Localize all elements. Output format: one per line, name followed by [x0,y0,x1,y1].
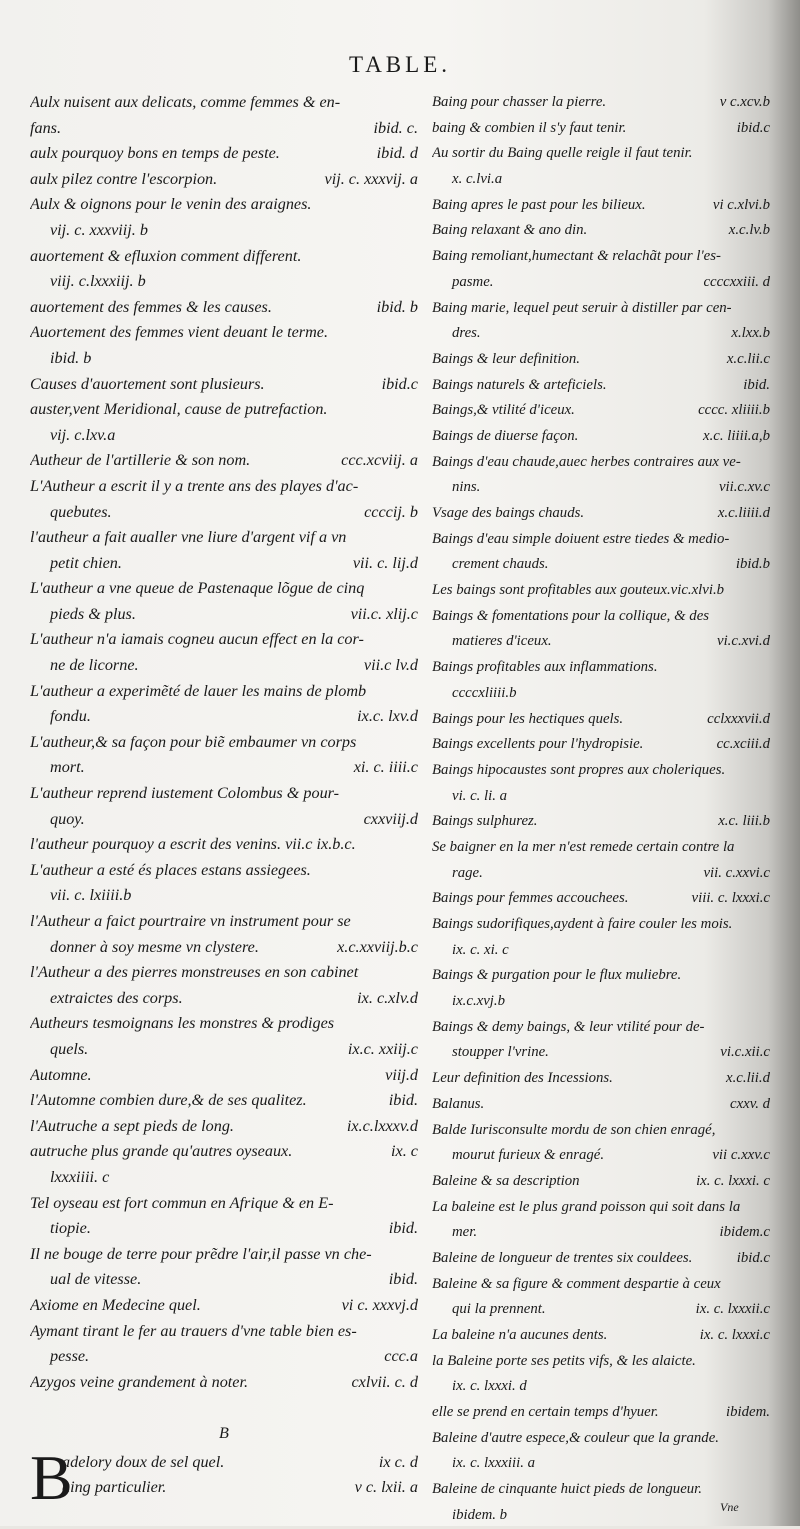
index-entry [30,244,418,270]
index-entry [432,347,770,373]
entry-text: nins. [452,479,481,496]
entry-reference: ix.c. lxv.d [357,707,418,726]
index-entry [62,1450,418,1475]
index-entry [30,1037,418,1063]
entry-reference: ibid. [743,376,770,393]
index-entry [432,784,770,810]
index-entry [30,269,418,295]
index-entry [30,602,418,628]
entry-text: x. c.lvi.a [452,171,503,188]
entry-text: mort. [50,758,85,777]
index-entry [432,1246,770,1272]
index-entry [432,732,770,758]
entry-text: Baings & fomentations pour la collique, & des [432,607,710,624]
index-entry [30,500,418,526]
entry-reference: x.c.lv.b [728,222,770,239]
entry-text: Aymant tirant le fer au trauers d'vne table bien es- [30,1321,357,1340]
entry-reference: ccc.a [384,1347,418,1366]
entry-reference: ibid. [388,1091,418,1110]
entry-text: Azygos veine grandement à noter. [30,1372,249,1391]
entry-text: Automne. [30,1065,92,1084]
entry-text: aulx pourquoy bons en temps de peste. [30,144,280,163]
index-entry [432,1040,770,1066]
entry-reference: x.c.liiii.d [717,505,770,521]
entry-reference: ibid. b [376,297,418,316]
index-entry [30,627,418,653]
index-entry [30,1114,418,1140]
entry-text: elle se prend en certain temps d'hyuer. [432,1404,659,1421]
index-entry [432,218,770,244]
index-entry [30,653,418,679]
entry-reference: vii.c.xv.c [718,479,770,496]
index-entry [30,1370,418,1396]
catchword: Vne [720,1500,739,1514]
entry-text: ix. c. xi. c [452,941,509,958]
index-entry [30,397,418,423]
index-entry [432,450,770,476]
index-entry [432,604,770,630]
index-entry [432,90,770,116]
entry-text: Baing marie, lequel peut seruir à distiller par cen- [432,299,732,316]
entry-reference: ibid.c [736,1249,770,1266]
index-entry [432,861,770,887]
entry-text: Baleine d'autre espece,& couleur que la grande. [432,1429,719,1446]
entry-text: mer. [452,1224,478,1241]
entry-text: Balde Iurisconsulte mordu de son chien enragé, [432,1121,716,1138]
entry-text: la Baleine porte ses petits vifs, & les alaicte. [432,1352,696,1369]
entry-text: extraictes des corps. [50,988,183,1007]
entry-text: baing & combien il s'y faut tenir. [432,119,627,136]
index-entry [432,681,770,707]
entry-reference: ccccxxiii. d [703,273,770,290]
entry-text: Tel oyseau est fort commun en Afrique & en E- [30,1193,334,1212]
index-entry [432,835,770,861]
entry-text: petit chien. [50,553,122,572]
index-entry [432,193,770,219]
entry-text: Autheur de l'artillerie & son nom. [30,451,251,470]
entry-text: Baing relaxant & ano din. [432,222,588,239]
index-entry [432,1272,770,1298]
entry-text: Baings,& vtilité d'iceux. [432,402,575,419]
entry-text: Balanus. [432,1095,485,1112]
index-entry [30,1063,418,1089]
index-entry [432,1297,770,1323]
entry-text: Les baings sont profitables aux gouteux.vic.xlvi.b [432,582,725,599]
index-entry [30,1319,418,1345]
index-entry [30,90,418,116]
entry-text: ual de vitesse. [50,1270,142,1289]
index-entry [30,730,418,756]
entry-text: fans. [30,118,62,137]
index-entry [432,1015,770,1041]
entry-text: l'Autheur a faict pourtraire vn instrument pour se [30,912,351,930]
entry-reference: ix c. d [378,1453,418,1471]
entry-text: Aulx & oignons pour le venin des araignes. [30,195,312,214]
index-entry [30,295,418,321]
entry-reference: ibid. c. [373,118,418,137]
entry-text: L'autheur a vne queue de Pastenaque lõgue de cinq [30,579,365,598]
index-entry [30,807,418,833]
entry-reference: ibid.c [381,374,418,393]
entry-reference: viii. c. lxxxi.c [691,890,770,907]
index-entry [30,448,418,474]
entry-text: L'autheur reprend iustement Colombus & pour- [30,784,340,803]
index-entry [432,758,770,784]
index-entry [432,167,770,193]
index-entry [30,116,418,142]
entry-text: l'autheur pourquoy a escrit des venins. vii.c ix.b.c. [30,835,356,854]
entry-text: ix. c. lxxxi. d [452,1378,527,1395]
index-entry [432,527,770,553]
index-entry [30,346,418,372]
entry-text: L'autheur a experimẽté de lauer les mains de plomb [30,681,367,700]
entry-reference: vii.c lv.d [363,656,418,675]
entry-text: autruche plus grande qu'autres oyseaux. [30,1142,293,1161]
index-entry [432,963,770,989]
entry-text: adelory doux de sel quel. [62,1453,225,1471]
entry-text: rage. [452,864,483,881]
entry-text: Baings hipocaustes sont propres aux choleriques. [432,761,726,778]
entry-reference: ix. c [391,1142,418,1161]
entry-text: ibid. b [50,348,92,367]
entry-text: Baings & leur definition. [432,350,580,367]
entry-reference: cxxv. d [730,1095,770,1112]
index-entry [30,909,418,935]
entry-reference: ibid.b [735,556,770,573]
entry-text: Auortement des femmes vient deuant le terme. [30,323,329,342]
entry-text: pasme. [452,273,494,290]
entry-text: viij. c.lxxxiij. b [50,272,146,291]
entry-text: Baings profitables aux inflammations. [432,659,658,676]
entry-text: Causes d'auortement sont plusieurs. [30,374,265,393]
entry-text: l'Autheur a des pierres monstreuses en son cabinet [30,963,359,982]
index-entry [30,1267,418,1293]
entry-text: aing particulier. [62,1478,167,1496]
entry-text: quebutes. [50,502,112,521]
entry-text: Baing apres le past pour les bilieux. [432,196,646,213]
index-entry [30,755,418,781]
right-column [432,90,770,1529]
index-entry [432,1477,770,1503]
index-entry [30,1216,418,1242]
entry-text: ix.c.xvj.b [452,993,505,1010]
index-entry [30,960,418,986]
entry-reference: x.c.xxviij.b.c [337,937,418,956]
index-entry [30,1191,418,1217]
entry-reference: v c. lxii. a [354,1478,418,1496]
entry-text: ix. c. lxxxiii. a [452,1455,535,1472]
entry-text: l'Autruche a sept pieds de long. [30,1116,234,1135]
index-entry [432,141,770,167]
entry-text: crement chauds. [452,556,549,573]
index-entry [30,986,418,1012]
entry-reference: vi.c.xii.c [720,1044,770,1061]
entry-reference: ibid. [388,1270,418,1289]
index-entry [30,704,418,730]
entry-text: Baleine de longueur de trentes six couldees. [432,1249,693,1266]
entry-text: mourut furieux & enragé. [452,1147,605,1164]
entry-text: Baleine & sa description [432,1172,580,1189]
index-entry [432,1426,770,1452]
index-entry [432,1349,770,1375]
entry-reference: ix. c. lxxxi.c [699,1327,770,1343]
index-entry [432,501,770,527]
index-entry [432,1451,770,1477]
entry-text: Baings naturels & arteficiels. [432,376,607,393]
entry-text: Se baigner en la mer n'est remede certain contre la [432,838,735,855]
entry-reference: cc.xciii.d [716,736,770,753]
index-entry [30,320,418,346]
entry-reference: ibid.c [736,119,770,136]
entry-reference: x.c.lii.d [726,1070,770,1087]
entry-text: pesse. [50,1347,90,1366]
entry-reference: vi c.xlvi.b [712,196,770,213]
index-entry [30,576,418,602]
entry-text: vi. c. li. a [452,787,508,804]
index-entry [30,192,418,218]
entry-text: Axiome en Medecine quel. [30,1295,201,1314]
index-entry [432,1374,770,1400]
entry-reference: ix. c.xlv.d [357,988,418,1007]
entry-reference: vii. c. lij.d [352,553,418,572]
index-entry [30,525,418,551]
entry-text: l'Automne combien dure,& de ses qualitez. [30,1091,307,1110]
entry-text: La baleine n'a aucunes dents. [432,1327,608,1343]
entry-reference: x.c.lii.c [726,350,770,367]
page-title: TABLE. [348,52,451,77]
index-entry [432,424,770,450]
index-entry [30,832,418,858]
entry-text: Baing pour chasser la pierre. [432,94,607,110]
entry-text: La baleine est le plus grand poisson qui soit dans la [432,1198,741,1215]
index-entry [30,1395,418,1421]
entry-reference: ix. c. lxxxi. c [696,1172,770,1189]
entry-text: Leur definition des Incessions. [432,1070,613,1087]
index-entry [432,116,770,142]
entry-reference: cclxxxvii.d [707,710,770,727]
entry-text: qui la prennent. [452,1301,546,1318]
entry-reference: viij.d [385,1065,418,1084]
entry-reference: x.c. liii.b [718,813,770,830]
index-entry [30,474,418,500]
entry-text: auster,vent Meridional, cause de putrefaction. [30,400,328,419]
index-entry [30,1088,418,1114]
entry-text: Vsage des baings chauds. [432,505,585,521]
entry-reference: ix.c. xxiij.c [347,1039,418,1058]
entry-text: vii. c. lxiiii.b [50,886,132,905]
entry-reference: vii. c.xxvi.c [703,864,770,881]
index-entry [432,373,770,399]
entry-reference: ibidem.c [719,1224,770,1241]
entry-text: ccccxliiii.b [452,684,517,701]
entry-text: Baings & demy baings, & leur vtilité pour de- [432,1018,705,1035]
index-entry [432,475,770,501]
entry-text: auortement des femmes & les causes. [30,297,272,316]
entry-text: Baings & purgation pour le flux muliebre. [432,967,682,984]
entry-text: aulx pilez contre l'escorpion. [30,169,218,188]
index-entry [432,707,770,733]
entry-text: quoy. [50,809,85,828]
index-entry [30,372,418,398]
entry-text: Baings d'eau chaude,auec herbes contraires aux ve- [432,453,741,470]
index-entry [30,1293,418,1319]
entry-text: matieres d'iceux. [452,633,552,650]
entry-reference: vii c.xxv.c [712,1147,770,1164]
entry-reference: cccc. xliiii.b [698,402,770,419]
index-entry [30,1139,418,1165]
index-entry [30,1242,418,1268]
index-entry [432,398,770,424]
entry-text: L'autheur a esté és places estans assiegees. [30,860,311,879]
entry-text: Baleine & sa figure & comment despartie à ceux [432,1275,721,1292]
entry-text: Baings pour femmes accouchees. [432,890,629,907]
entry-text: Baings d'eau simple doiuent estre tiedes & medio- [432,530,730,547]
entry-reference: ix. c. lxxxii.c [695,1301,770,1318]
entry-reference: vi.c.xvi.d [717,633,770,650]
entry-text: quels. [50,1039,89,1058]
index-entry [432,1092,770,1118]
index-entry [432,809,770,835]
entry-text: L'Autheur a escrit il y a trente ans des playes d'ac- [30,476,359,495]
index-entry [30,679,418,705]
entry-text: fondu. [50,707,91,726]
index-entry [62,1475,418,1500]
entry-reference: ccccij. b [364,502,418,521]
index-entry [30,781,418,807]
entry-reference: ccc.xcviij. a [341,451,418,470]
index-entry [432,1118,770,1144]
index-entry [30,1165,418,1191]
index-entry [432,989,770,1015]
entry-text: Au sortir du Baing quelle reigle il faut tenir. [432,145,693,162]
index-entry [432,321,770,347]
entry-reference: x.c. liiii.a,b [703,427,770,444]
index-entry [432,655,770,681]
entry-text: Baings pour les hectiques quels. [432,710,624,727]
entry-text: stoupper l'vrine. [452,1044,549,1061]
index-entry [432,578,770,604]
index-entry [30,423,418,449]
index-entry [432,1400,770,1426]
index-entry [432,629,770,655]
index-entry [30,167,418,193]
index-entry [432,1195,770,1221]
index-entry [30,551,418,577]
entry-reference: vi c. xxxvj.d [341,1295,418,1314]
entry-text: ne de licorne. [50,656,139,675]
entry-text: Autheurs tesmoignans les monstres & prodiges [30,1014,335,1033]
index-entry [432,1066,770,1092]
index-entry [432,552,770,578]
entry-reference: ibid. d [376,144,418,163]
index-entry [432,244,770,270]
entry-text: B [219,1423,229,1442]
entry-text: lxxxiiii. c [50,1167,110,1186]
entry-text: Baings sudorifiques,aydent à faire couler les mois. [432,916,733,932]
entry-text: Baings excellents pour l'hydropisie. [432,736,644,753]
entry-text: L'autheur,& sa façon pour biẽ embaumer vn corps [30,732,357,751]
entry-reference: xi. c. iiii.c [353,758,418,777]
index-entry [432,1220,770,1246]
entry-text: Aulx nuisent aux delicats, comme femmes & en- [30,93,341,111]
section-letter [30,1421,418,1447]
index-entry [30,1344,418,1370]
entry-text: vij. c. xxxviij. b [50,220,148,239]
entry-text: Baing remoliant,humectant & relachãt pour l'es- [432,248,721,265]
left-column [30,90,418,1446]
entry-text: dres. [452,325,481,342]
entry-text: Baleine de cinquante huict pieds de longueur. [432,1481,702,1498]
entry-text: Baings sulphurez. [432,813,538,830]
index-entry [432,296,770,322]
entry-reference: cxxviij.d [363,809,418,828]
entry-reference: ibidem. [726,1404,770,1421]
entry-reference: v c.xcv.b [719,94,770,110]
entry-reference: ibid. [388,1219,418,1238]
index-entry [432,938,770,964]
index-entry [30,935,418,961]
entry-reference: ix.c.lxxxv.d [346,1116,418,1135]
entry-text: L'autheur n'a iamais cogneu aucun effect en la cor- [30,630,364,649]
index-entry [30,218,418,244]
entry-text: tiopie. [50,1219,91,1238]
entry-text: ibidem. b [452,1506,508,1523]
index-entry [432,886,770,912]
index-entry [432,912,770,938]
drop-initial: B [30,1442,73,1513]
index-entry [432,1169,770,1195]
entry-text: auortement & efluxion comment different. [30,246,302,265]
index-entry [432,1323,770,1349]
index-entry [432,270,770,296]
entry-text: donner à soy mesme vn clystere. [50,937,259,956]
index-entry [432,1143,770,1169]
index-entry [30,883,418,909]
entry-reference: vii.c. xlij.c [350,604,418,623]
index-entry [30,1011,418,1037]
entry-text: pieds & plus. [50,604,136,623]
entry-text: Baings de diuerse façon. [432,427,579,444]
entry-text: l'autheur a fait aualler vne liure d'argent vif a vn [30,528,347,547]
entry-text: vij. c.lxv.a [50,425,116,444]
entry-reference: vij. c. xxxvij. a [324,169,418,188]
index-entry [30,858,418,884]
entry-text: Il ne bouge de terre pour prẽdre l'air,il passe vn che- [30,1244,372,1263]
entry-reference: x.lxx.b [731,325,770,342]
entry-reference: cxlvii. c. d [351,1372,418,1391]
index-entry [30,141,418,167]
